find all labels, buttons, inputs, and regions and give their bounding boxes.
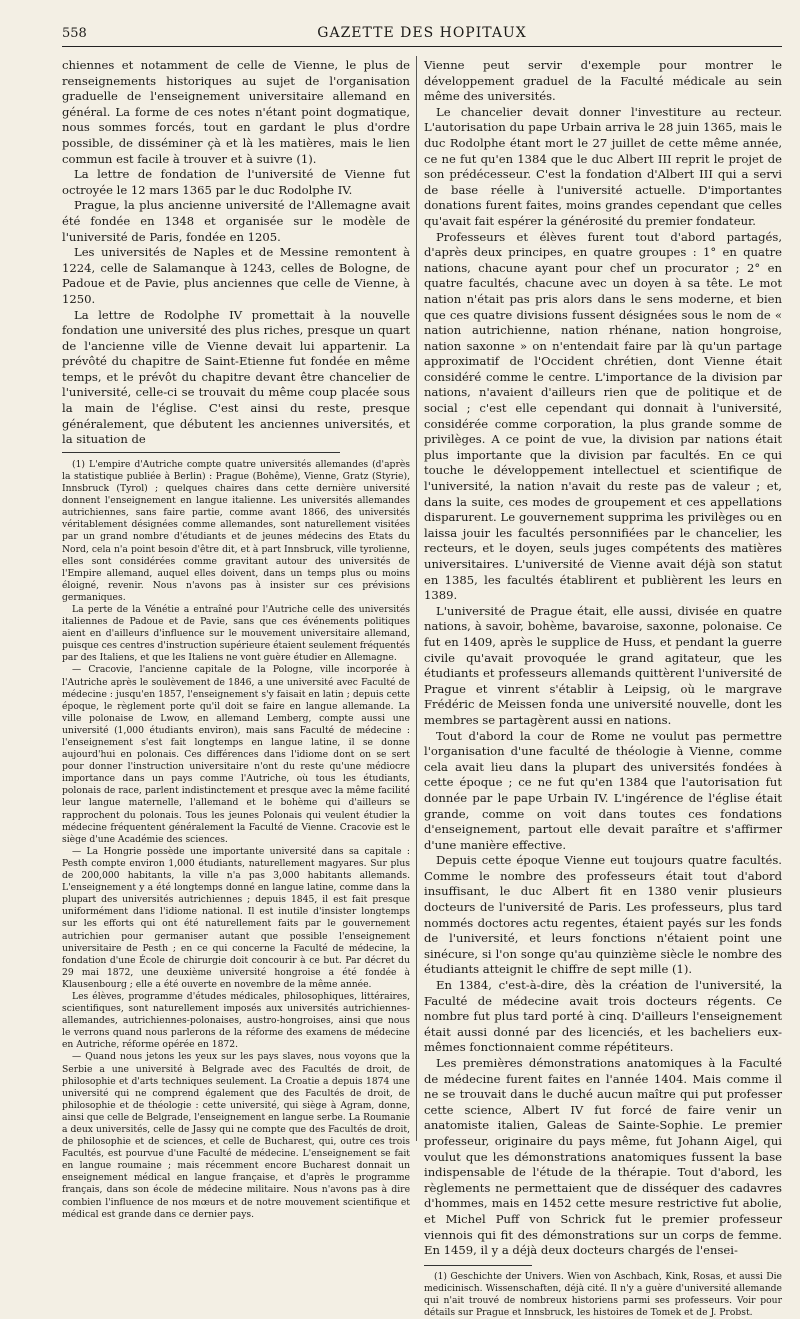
paragraph: chiennes et notamment de celle de Vienne, le plus de renseignements historiques au sujet de l'organisation graduelle de l'enseignement universitaire allemand en général. La forme de ces notes n'étant point dogmatique, nous sommes forcés, tout en gardant le plus d'ordre possible, de disséminer çà et là les matières, mais le lien commun est facile à trouver et à suivre (1). [62,58,410,166]
paragraph: Les premières démonstrations anatomiques à la Faculté de médecine furent faites en l'année 1404. Mais comme il ne se trouvait dans le duché aucun maître qui put professer cette science, Albert IV fut forcé de faire venir un anatomiste italien, Galeas de Sainte-Sophie. Le premier professeur, originaire du pays même, fut Johann Aigel, qui voulut que les démonstrations anatomiques fussent la base indispensable de l'étude de la thérapie. Tout d'abord, les règlements ne permettaient que de disséquer des cadavres d'hommes, mais en 1452 cette mesure restrictive fut abolie, et Michel Puff von Schrick fut le premier professeur viennois qui fit des démonstrations sur un corps de femme. En 1459, il y a déjà deux docteurs chargés de l'ensei- [424,1056,782,1258]
left-body-text [62,58,410,448]
footnote: (1) Geschichte der Univers. Wien von Aschbach, Kink, Rosas, et aussi Die medicinisch. Wissenschaften, déjà cité. Il n'y a guère d'université allemande qui n'ait trouvé de nombreux historiens parmi ses professeurs. Voir pour détails sur Prague et Innsbruck, les histoires de Tomek et de J. Probst. [424,1270,782,1318]
footnote-rule [424,1265,532,1266]
footnote: Les élèves, programme d'études médicales, philosophiques, littéraires, scientifiques, sont naturellement imposés aux universités autrichiennes-allemandes, autrichiennes-polonaises, austro-hongroises, ainsi que nous le verrons quand nous parlerons de la réforme des examens de médecine en Autriche, réforme opérée en 1872. [62,990,410,1051]
footnote-rule [62,452,340,453]
footnote: — Cracovie, l'ancienne capitale de la Pologne, ville incorporée à l'Autriche après le soulèvement de 1846, a une université avec Faculté de médecine : jusqu'en 1857, l'enseignement s'y faisait en latin ; depuis cette époque, le règlement porte qu'il doit se faire en langue allemande. La ville polonaise de Lwow, en allemand Lemberg, compte aussi une université (1,000 étudiants environ), mais sans Faculté de médecine : l'enseignement s'est fait longtemps en langue latine, il se donne aujourd'hui en polonais. Ces différences dans l'idiome dont on se sert pour donner l'instruction universitaire n'ont du reste qu'une médiocre importance dans un pays comme l'Autriche, où tous les étudiants, polonais de race, parlent indistinctement et presque avec la même facilité leur langue maternelle, l'allemand et le bohème qui d'ailleurs se rapprochent du polonais. Tous les jeunes Polonais qui veulent étudier la médecine fréquentent généralement la Faculté de Vienne. Cracovie est le siège d'une Académie des sciences. [62,664,410,845]
paragraph: Les universités de Naples et de Messine remontent à 1224, celle de Salamanque à 1243, celles de Bologne, de Padoue et de Pavie, plus anciennes que celle de Vienne, à 1250. [62,245,410,306]
journal-title: GAZETTE DES HOPITAUX [317,25,527,41]
paragraph: Depuis cette époque Vienne eut toujours quatre facultés. Comme le nombre des professeurs était tout d'abord insuffisant, le duc Albert fit en 1380 venir plusieurs docteurs de l'université de Paris. Les professeurs, plus tard nommés doctores actu regentes, étaient payés sur les fonds de l'université, et leurs fonctions n'étaient point une sinécure, si l'on songe qu'au quinzième siècle le nombre des étudiants atteignit le chiffre de sept mille (1). [424,853,782,977]
paragraph: L'université de Prague était, elle aussi, divisée en quatre nations, à savoir, bohème, bavaroise, saxonne, polonaise. Ce fut en 1409, après le supplice de Huss, et pendant la guerre civile qu'avait provoquée le grand agitateur, que les étudiants et professeurs allemands quittèrent l'université de Prague et vinrent s'établir à Leipsig, où le margrave Frédéric de Meissen fonda une université nouvelle, dont les membres se partagèrent aussi en nations. [424,603,782,727]
left-column [62,58,410,1220]
footnote: (1) L'empire d'Autriche compte quatre universités allemandes (d'après la statistique publiée à Berlin) : Prague (Bohême), Vienne, Gratz (Styrie), Innsbruck (Tyrol) ; quelques chaires dans cette dernière université donnent l'enseignement en langue italienne. Les universités allemandes autrichiennes, sans faire partie, comme avant 1866, des universités véritablement désignées comme allemandes, sont naturellement visitées par un grand nombre d'étudiants et de jeunes médecins des Etats du Nord, cela n'a point besoin d'être dit, et à part Innsbruck, ville tyrolienne, elles sont considérées comme gravitant autour des universités de l'Empire allemand, auquel elles doivent, dans un temps plus ou moins éloigné, revenir. Nous n'avons pas à insister sur ces prévisions germaniques. [62,458,410,603]
right-footnotes [424,1271,782,1319]
page-header [62,22,782,47]
footnote: — Quand nous jetons les yeux sur les pays slaves, nous voyons que la Serbie a une université à Belgrade avec des Facultés de droit, de philosophie et d'arts techniques seulement. La Croatie a depuis 1874 une université qui ne comprend également que des Facultés de droit, de philosophie et de théologie : cette université, qui siège à Agram, donne, ainsi que celle de Belgrade, l'enseignement en langue serbe. La Roumanie a deux universités, celle de Jassy qui ne compte que des Facultés de droit, de philosophie et de sciences, et celle de Bucharest, qui, outre ces trois Facultés, est pourvue d'une Faculté de médecine. L'enseignement se fait en langue roumaine ; mais récemment encore Bucharest donnait un enseignement médical en langue française, et d'après le programme français, dans son école de médecine militaire. Nous n'avons pas à dire combien l'influence de nos mœurs et de notre mouvement scientifique et médical est grande dans ce dernier pays. [62,1051,410,1220]
paragraph: En 1384, c'est-à-dire, dès la création de l'université, la Faculté de médecine avait trois docteurs régents. Ce nombre fut plus tard porté à cinq. D'ailleurs l'enseignement était aussi donné par des licenciés, et les bacheliers eux-mêmes fonctionnaient comme répétiteurs. [424,978,782,1055]
paragraph: Vienne peut servir d'exemple pour montrer le développement graduel de la Faculté médicale au sein même des universités. [424,58,782,104]
footnote: — La Hongrie possède une importante université dans sa capitale : Pesth compte environ 1,000 étudiants, naturellement magyares. Sur plus de 200,000 habitants, la ville n'a pas 3,000 habitants allemands. L'enseignement y a été longtemps donné en langue latine, comme dans la plupart des universités autrichiennes ; depuis 1845, il est fait presque uniformément dans l'idiome national. Il est inutile d'insister longtemps sur les efforts qui ont été naturellement faits par le gouvernement autrichien pour germaniser autant que possible l'enseignement universitaire de Pesth ; en ce qui concerne la Faculté de médecine, la fondation d'une École de chirurgie doit concourir à ce but. Par décret du 29 mai 1872, une deuxième université hongroise a été fondée à Klausenbourg ; elle a été ouverte en novembre de la même année. [62,845,410,990]
left-footnotes [62,459,410,1221]
paragraph: Professeurs et élèves furent tout d'abord partagés, d'après deux principes, en quatre groupes : 1° en quatre nations, chacune ayant pour chef un procurator ; 2° en quatre facultés, chacune avec un doyen à sa tête. Le mot nation n'était pas pris alors dans le sens moderne, et bien que ces quatre divisions fussent désignées sous le nom de « nation autrichienne, nation rhénane, nation hongroise, nation saxonne » on n'entendait faire par là qu'un partage approximatif de l'Occident chrétien, dont Vienne était considéré comme le centre. L'importance de la division par nations, n'avaient d'ailleurs rien que de politique et de social ; c'est elle cependant qui donnait à l'université, considérée comme corporation, la plus grande somme de privilèges. A ce point de vue, la division par nations était plus importante que la division par facultés. En ce qui touche le développement intellectuel et scientifique de l'université, la nation n'avait du reste pas de valeur ; et, dans la suite, ces modes de groupement et ces appellations disparurent. Le gouvernement supprima les privilèges ou en laissa jouir les facultés personnifiées par le chancelier, les recteurs, et le doyen, seuls juges compétents des matières universitaires. L'université de Vienne avait déjà son statut en 1385, les facultés établirent et publièrent les leurs en 1389. [424,229,782,603]
right-body-text [424,58,782,1259]
paragraph: La lettre de Rodolphe IV promettait à la nouvelle fondation une université des plus riches, presque un quart de l'ancienne ville de Vienne devait lui appartenir. La prévôté du chapitre de Saint-Etienne fut fondée en même temps, et le prévôt du chapitre devant être chancelier de l'université, celle-ci se trouvait du même coup placée sous la main de l'église. C'est ainsi du reste, presque généralement, que débutent les anciennes universités, et la situation de [62,307,410,447]
paragraph: La lettre de fondation de l'université de Vienne fut octroyée le 12 mars 1365 par le duc Rodolphe IV. [62,167,410,197]
footnote: La perte de la Vénétie a entraîné pour l'Autriche celle des universités italiennes de Padoue et de Pavie, sans que ces événements politiques aient en d'ailleurs d'influence sur le mouvement universitaire allemand, puisque ces centres d'instruction supérieure étaient seulement fréquentés par des Italiens, et que les Italiens ne vont guère étudier en Allemagne. [62,603,410,664]
column-divider [416,56,417,1141]
paragraph: Tout d'abord la cour de Rome ne voulut pas permettre l'organisation d'une faculté de théologie à Vienne, comme cela avait lieu dans la plupart des universités fondées à cette époque ; ce ne fut qu'en 1384 que l'autorisation fut donnée par le pape Urbain IV. L'ingérence de l'église était grande, comme on voit dans toutes ces fondations d'enseignement, partout elle devait paraître et s'affirmer d'une manière effective. [424,728,782,852]
paragraph: Le chancelier devait donner l'investiture au recteur. L'autorisation du pape Urbain arriva le 28 juin 1365, mais le duc Rodolphe étant mort le 27 juillet de cette même année, ce ne fut qu'en 1384 que le duc Albert III reprit le projet de son prédécesseur. C'est la fondation d'Albert III qui a servi de base réelle à l'université actuelle. D'importantes donations furent faites, moins grandes cependant que celles qu'avait fait espérer la générosité du premier fondateur. [424,104,782,228]
right-column [424,58,782,1318]
paragraph: Prague, la plus ancienne université de l'Allemagne avait été fondée en 1348 et organisée sur le modèle de l'université de Paris, fondée en 1205. [62,198,410,244]
page-number: 558 [62,26,87,41]
